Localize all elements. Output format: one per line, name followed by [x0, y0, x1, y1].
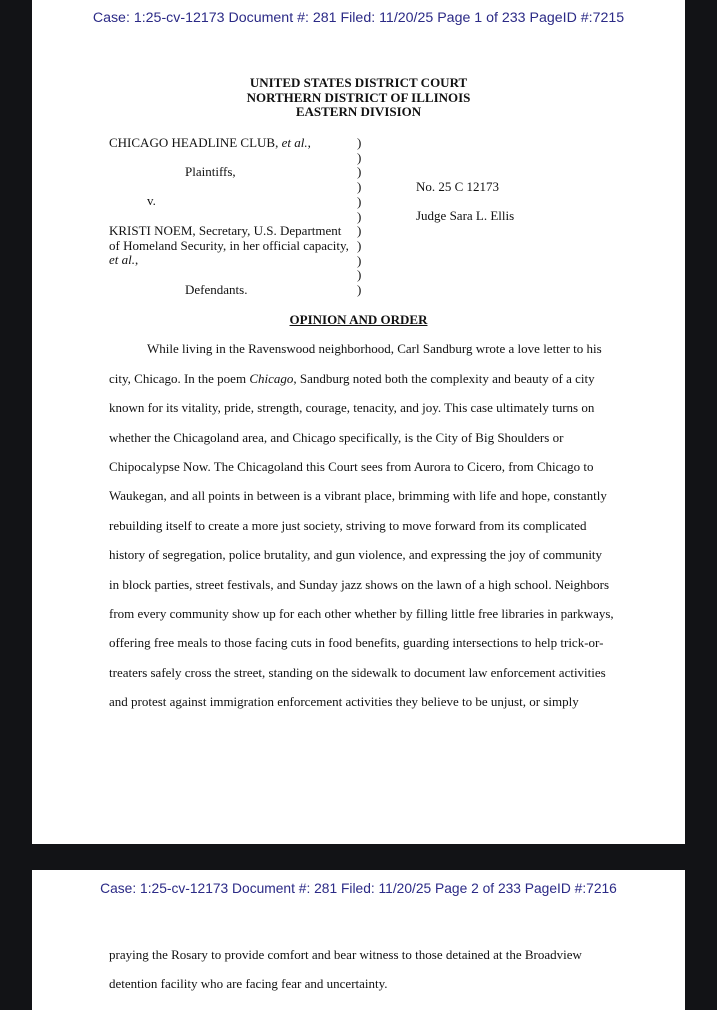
court-district: NORTHERN DISTRICT OF ILLINOIS — [246, 89, 471, 105]
defendant-etal: et al., — [109, 252, 139, 267]
plaintiff-name: CHICAGO HEADLINE CLUB, et al., — [109, 135, 311, 150]
body-line: praying the Rosary to provide comfort and bear witness to those detained at the Broadview — [109, 947, 582, 962]
judge-name: Judge Sara L. Ellis — [416, 208, 515, 223]
plaintiffs-label: Plaintiffs, — [185, 164, 236, 179]
case-header-stamp: Case: 1:25-cv-12173 Document #: 281 Filed: 11/20/25 Page 1 of 233 PageID #:7215 — [92, 10, 625, 26]
court-name: UNITED STATES DISTRICT COURT — [249, 75, 468, 90]
body-line: city, Chicago. In the poem Chicago, Sandburg noted both the complexity and beauty of a city — [109, 371, 595, 386]
body-line: Waukegan, and all points in between is a vibrant place, brimming with life and hope, constantly — [109, 488, 607, 503]
body-line: and protest against immigration enforcement activities they believe to be unjust, or simply — [109, 694, 579, 709]
court-division: EASTERN DIVISION — [295, 104, 422, 120]
body-line: whether the Chicagoland area, and Chicago specifically, is the City of Big Shoulders or — [109, 430, 564, 445]
defendant-line-1: KRISTI NOEM, Secretary, U.S. Department — [109, 223, 342, 238]
document-page-1 — [32, 0, 685, 844]
document-title: OPINION AND ORDER — [289, 312, 428, 327]
court-header — [32, 76, 685, 120]
defendant-line-2: of Homeland Security, in her official capacity, — [109, 238, 349, 253]
body-line: While living in the Ravenswood neighborhood, Carl Sandburg wrote a love letter to his — [147, 341, 602, 356]
body-line: treaters safely cross the street, standing on the sidewalk to document law enforcement activities — [109, 665, 606, 680]
body-line: offering free meals to those facing cuts in food benefits, guarding intersections to help trick-or- — [109, 635, 604, 650]
body-line: detention facility who are facing fear and uncertainty. — [109, 976, 388, 991]
caption-parentheses: ) ) ) ) ) ) ) ) ) ) ) — [357, 135, 362, 298]
defendants-label: Defendants. — [185, 282, 248, 297]
body-line: history of segregation, police brutality, and gun violence, and expressing the joy of community — [109, 547, 603, 562]
body-line: in block parties, street festivals, and Sunday jazz shows on the lawn of a high school. Neighbors — [109, 577, 610, 592]
body-line: rebuilding itself to create a more just society, striving to move forward from its complicated — [109, 518, 587, 533]
body-line: Chipocalypse Now. The Chicagoland this Court sees from Aurora to Cicero, from Chicago to — [109, 459, 594, 474]
document-page-2 — [32, 870, 685, 1010]
case-number: No. 25 C 12173 — [416, 179, 500, 194]
body-line: known for its vitality, pride, strength, courage, tenacity, and joy. This case ultimately turns on — [109, 400, 595, 415]
body-line: from every community show up for each other whether by filling little free libraries in parkways, — [109, 606, 614, 621]
case-header-stamp: Case: 1:25-cv-12173 Document #: 281 Filed: 11/20/25 Page 2 of 233 PageID #:7216 — [100, 881, 617, 896]
versus-label: v. — [147, 193, 156, 208]
